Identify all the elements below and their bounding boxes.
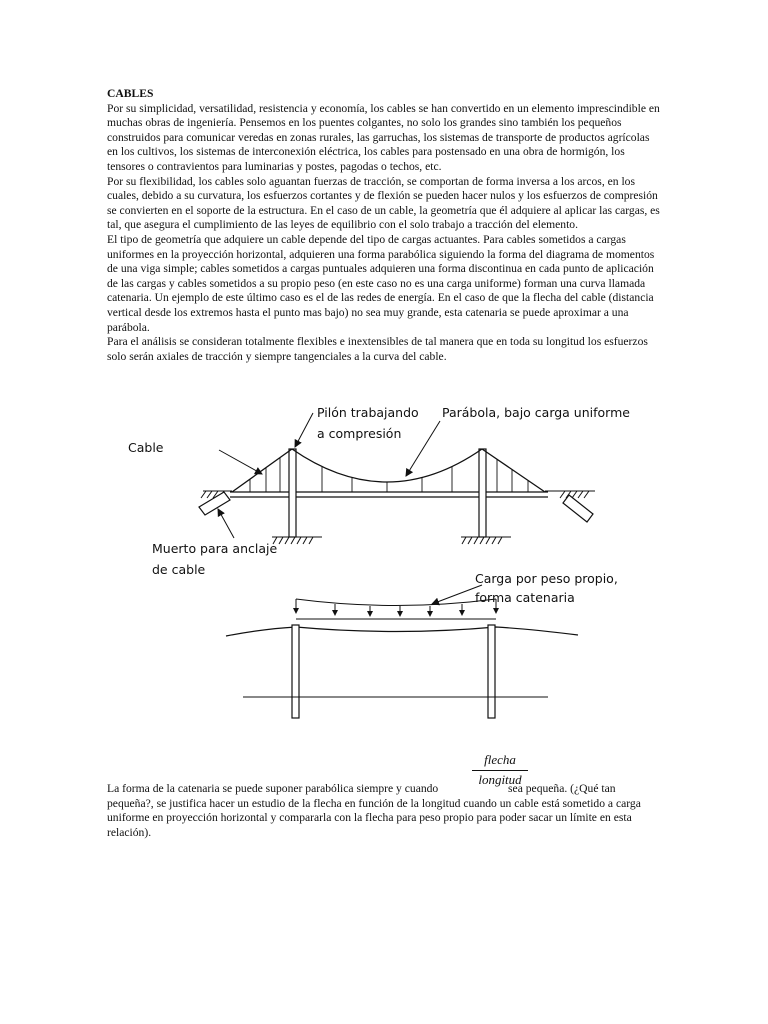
cable-diagram <box>0 395 768 735</box>
label-pylon-line2: a compresión <box>317 426 402 441</box>
arrow-parabola <box>406 421 440 476</box>
label-cable: Cable <box>128 440 164 455</box>
arrow-anchor <box>218 509 234 538</box>
post-left <box>292 625 299 718</box>
closing-paragraph <box>107 782 663 840</box>
arrow-pylon <box>295 413 313 447</box>
body-text <box>107 87 663 364</box>
suspension-cable <box>232 449 545 492</box>
footer-text-after: sea pequeña. (¿Qué tan pequeña?, se justifica hacer un estudio de la flecha en función de la longitud cuando un cable está sometido a carga uniforme en proyección horizontal y compararla con la flecha para peso propio para poder sacar un límite en esta relación). <box>107 782 641 839</box>
post-right <box>488 625 495 718</box>
label-parabola: Parábola, bajo carga uniforme <box>442 405 630 420</box>
paragraph-2: Por su flexibilidad, los cables solo aguantan fuerzas de tracción, se comportan de forma inversa a los arcos, en los cuales, debido a su curvatura, los esfuerzos cortantes y de flexión se pueden hacer nulos y los esfuerzos de compresión se convierten en el soporte de la estructura. En el caso de un cable, la geometría que él adquiere al aplicar las cargas, es tal, que asegura el cumplimiento de las leyes de equilibrio con el solo trabajo a tracción del elemento. <box>107 174 660 232</box>
section-heading: CABLES <box>107 87 154 100</box>
foundation-left <box>272 537 322 544</box>
label-catenary-line1: Carga por peso propio, <box>475 571 618 586</box>
paragraph-3: El tipo de geometría que adquiere un cable depende del tipo de cargas actuantes. Para cables sometidos a cargas uniformes en la proyección horizontal, adquieren una forma parabólica siguiendo la forma del diagrama de momentos de una viga simple; cables sometidos a cargas puntuales adquieren una forma discontinua en cada punto de aplicación de las cargas y cables sometidos a su propio peso (en este caso no es una carga uniforme) forman una curva llamada catenaria. Un ejemplo de este último caso es el de las redes de energía. En el caso de que la flecha del cable (distancia vertical desde los extremos hasta el punto mas bajo) no sea muy grande, esta catenaria se puede aproximar a una parábola. <box>107 232 655 334</box>
anchor-right <box>563 495 593 522</box>
foundation-right <box>461 537 511 544</box>
pylon-right <box>479 449 486 537</box>
self-weight-load <box>296 599 496 616</box>
pylon-left <box>289 449 296 537</box>
bridge-deck <box>230 492 548 497</box>
label-catenary-line2: forma catenaria <box>475 590 575 605</box>
footer-text-before: La forma de la catenaria se puede suponer parabólica siempre y cuando <box>107 782 439 795</box>
catenary-cable <box>226 627 578 636</box>
paragraph-1: Por su simplicidad, versatilidad, resistencia y economía, los cables se han convertido en un elemento imprescindible en muchas obras de ingeniería. Pensemos en los puentes colgantes, no solo los grandes sino también los pequeños construidos para comunicar veredas en zonas rurales, las garruchas, los sistemas de transporte de productos agrícolas en los cultivos, los sistemas de interconexión eléctrica, los cables para postensado en una obra de hormigón, los tensores o contravientos para luminarias y postes, pagodas o techos, etc. <box>107 101 660 173</box>
fraction-numerator: flecha <box>472 752 528 771</box>
label-pylon-line1: Pilón trabajando <box>317 405 419 420</box>
fraction-denominator: longitud <box>478 772 522 787</box>
paragraph-4: Para el análisis se consideran totalmente flexibles e inextensibles de tal manera que en toda su longitud los esfuerzos solo serán axiales de tracción y siempre tangenciales a la curva del cable. <box>107 335 648 363</box>
arrow-cable <box>219 450 262 474</box>
label-anchor-line1: Muerto para anclaje <box>152 541 278 556</box>
label-anchor-line2: de cable <box>152 562 206 577</box>
